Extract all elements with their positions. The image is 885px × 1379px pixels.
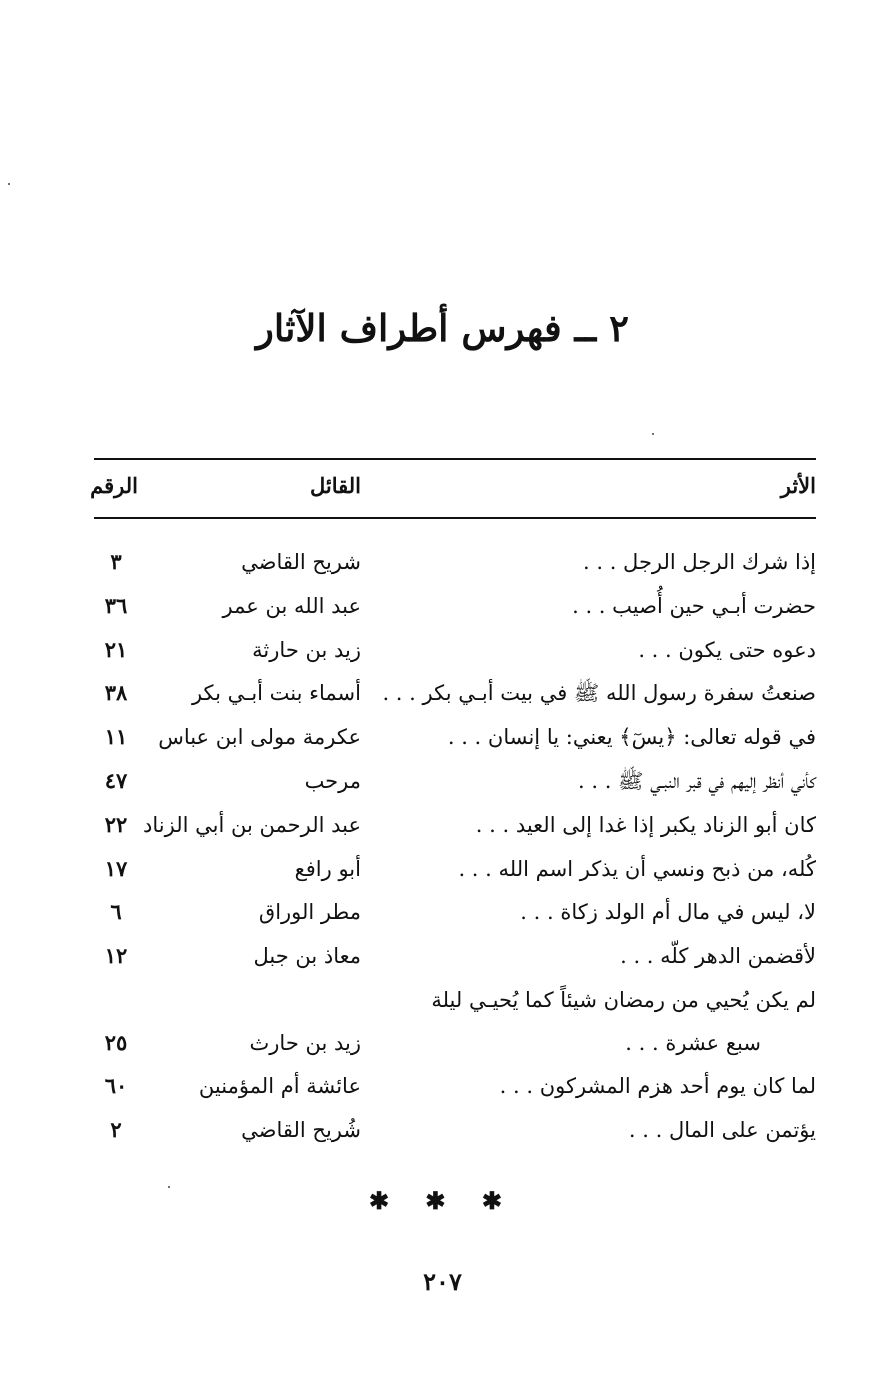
athar-cell: إذا شرك الرجل الرجل . . . <box>583 550 816 574</box>
raqm-cell: ٣٨ <box>104 680 128 705</box>
athar-cell: كان أبو الزناد يكبر إذا غدا إلى العيد . . . <box>475 813 816 837</box>
qaail-cell: شُريح القاضي <box>241 1118 361 1142</box>
table-row <box>94 717 816 757</box>
table-header-rule <box>94 517 816 519</box>
table-row <box>94 1023 816 1063</box>
qaail-cell: أسماء بنت أبـي بكر <box>191 681 361 705</box>
page-number: ٢٠٧ <box>423 1267 462 1296</box>
qaail-cell: شريح القاضي <box>241 550 361 574</box>
athar-cell: دعوه حتى يكون . . . <box>638 638 816 662</box>
table-row <box>94 1110 816 1150</box>
print-speck <box>168 1186 170 1188</box>
raqm-cell: ٣٦ <box>104 593 128 618</box>
table-row <box>94 1066 816 1106</box>
column-header-raqm: الرقم <box>90 473 138 498</box>
athar-cell: كُله، من ذبح ونسي أن يذكر اسم الله . . . <box>458 857 816 881</box>
table-row <box>94 980 816 1020</box>
athar-cell: في قوله تعالى: ﴿يسٓ﴾ يعني: يا إنسان . . . <box>447 725 816 749</box>
qaail-cell: عبد الله بن عمر <box>222 594 361 618</box>
raqm-cell: ٢١ <box>104 637 128 662</box>
raqm-cell: ١١ <box>104 724 128 749</box>
qaail-cell: معاذ بن جبل <box>253 944 361 968</box>
qaail-cell: عبد الرحمن بن أبي الزناد <box>143 813 361 837</box>
athar-cell: كأني أنظر إليهم في قبر النبـي ﷺ . . . <box>578 769 816 793</box>
table-row <box>94 673 816 713</box>
raqm-cell: ٦٠ <box>104 1073 128 1098</box>
print-speck <box>652 433 654 435</box>
column-header-athar: الأثر <box>780 473 816 498</box>
table-row <box>94 936 816 976</box>
qaail-cell: عكرمة مولى ابن عباس <box>158 725 361 749</box>
table-row <box>94 849 816 889</box>
page-title: ٢ ــ فهرس أطراف الآثار <box>255 306 629 350</box>
table-row <box>94 586 816 626</box>
column-header-qaail: القائل <box>309 473 361 498</box>
qaail-cell: زيد بن حارثة <box>252 638 361 662</box>
print-speck <box>8 183 10 185</box>
qaail-cell: مرحب <box>304 769 361 793</box>
athar-cell: سبع عشرة . . . <box>625 1031 761 1055</box>
raqm-cell: ٣ <box>110 549 122 574</box>
qaail-cell: عائشة أم المؤمنين <box>198 1074 361 1098</box>
athar-cell: لأقضمن الدهر كلّه . . . <box>620 944 816 968</box>
table-row <box>94 805 816 845</box>
athar-cell: حضرت أبـي حين أُصيب . . . <box>572 594 816 618</box>
raqm-cell: ٤٧ <box>104 768 128 793</box>
qaail-cell: زيد بن حارث <box>249 1031 361 1055</box>
athar-cell: لا، ليس في مال أم الولد زكاة . . . <box>520 900 816 924</box>
athar-cell: لما كان يوم أحد هزم المشركون . . . <box>499 1074 816 1098</box>
table-row <box>94 892 816 932</box>
qaail-cell: مطر الوراق <box>258 900 361 924</box>
table-row <box>94 630 816 670</box>
athar-cell: لم يكن يُحيي من رمضان شيئاً كما يُحيـي ليلة <box>431 988 816 1012</box>
qaail-cell: أبو رافع <box>294 857 361 881</box>
athar-cell: صنعتُ سفرة رسول الله ﷺ في بيت أبـي بكر . . . <box>382 681 816 705</box>
section-separator: ✱ ✱ ✱ <box>368 1186 517 1215</box>
table-top-rule <box>94 458 816 460</box>
raqm-cell: ٢ <box>110 1117 122 1142</box>
table-row <box>94 542 816 582</box>
athar-cell: يؤتمن على المال . . . <box>628 1118 816 1142</box>
table-row <box>94 761 816 801</box>
table-header <box>90 466 816 506</box>
raqm-cell: ٦ <box>110 899 122 924</box>
raqm-cell: ٢٥ <box>104 1030 128 1055</box>
raqm-cell: ١٧ <box>104 856 128 881</box>
raqm-cell: ٢٢ <box>104 812 128 837</box>
raqm-cell: ١٢ <box>104 943 128 968</box>
